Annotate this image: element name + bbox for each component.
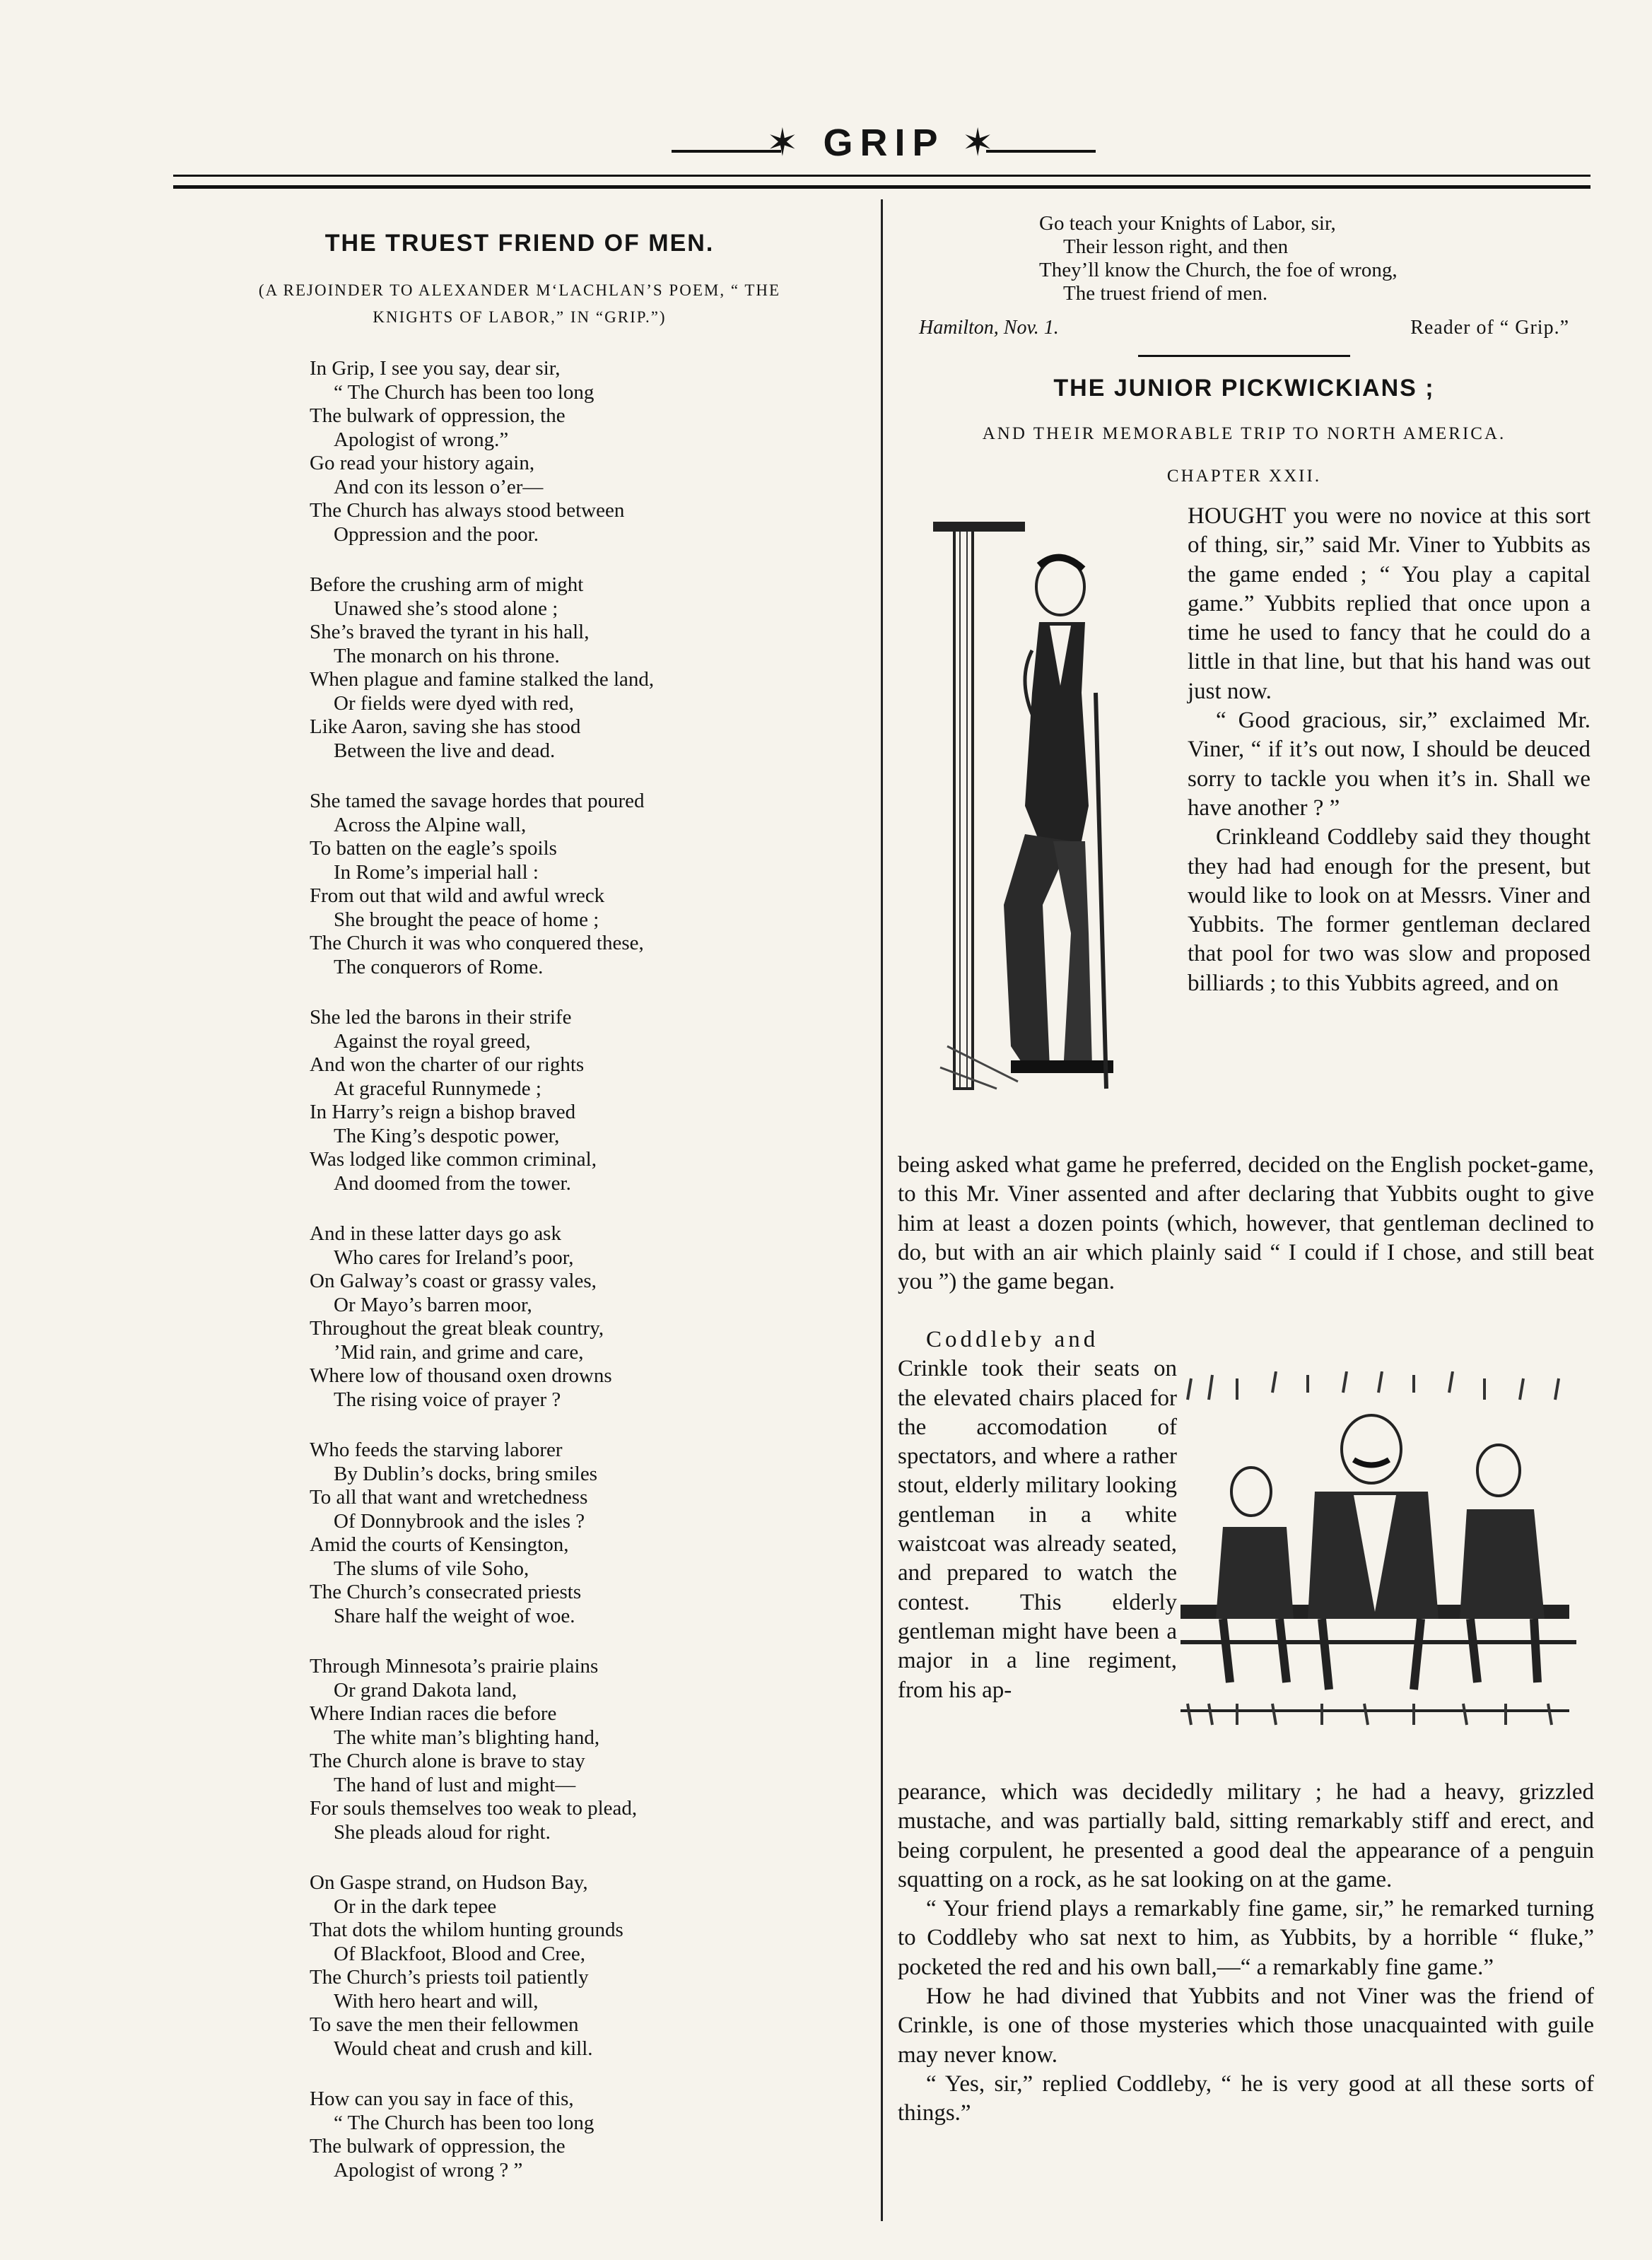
poem-line: On Galway’s coast or grassy vales,: [310, 1270, 597, 1292]
poem-line: The bulwark of oppression, the: [310, 404, 566, 427]
signature-place: Hamilton, Nov. 1.: [919, 317, 1059, 339]
poem-line: ’Mid rain, and grime and care,: [334, 1340, 584, 1364]
poem-line: The Church’s priests toil patiently: [310, 1966, 589, 1989]
poem-line: Of Donnybrook and the isles ?: [334, 1509, 585, 1533]
poem-stanza: [310, 1655, 847, 1844]
poem-line: Or fields were dyed with red,: [334, 691, 574, 715]
poem-stanza: [310, 357, 847, 546]
poem-line: The King’s despotic power,: [334, 1124, 560, 1147]
story-text-block-2: [898, 1151, 1594, 1296]
poem-title: THE TRUEST FRIEND OF MEN.: [324, 230, 715, 257]
poem-line: Share half the weight of woe.: [334, 1604, 575, 1627]
poem-line: On Gaspe strand, on Hudson Bay,: [310, 1871, 588, 1894]
poem-line: The bulwark of oppression, the: [310, 2135, 566, 2157]
illustration-man-with-cue: [919, 509, 1181, 1103]
poem-line: For souls themselves too weak to plead,: [310, 1797, 638, 1820]
masthead-title-text: GRIP: [823, 122, 944, 164]
poem-line: Throughout the great bleak country,: [310, 1317, 604, 1340]
poem-line: The monarch on his throne.: [334, 644, 560, 667]
rejoinder-line-1: (A REJOINDER TO ALEXANDER M‘LACHLAN’S POEM, “ THE: [258, 281, 781, 299]
poem-line: Who feeds the starving laborer: [310, 1439, 563, 1461]
poem-line: Like Aaron, saving she has stood: [310, 715, 581, 738]
poem-line: Or in the dark tepee: [334, 1895, 497, 1918]
poem-rejoinder: [191, 277, 848, 331]
poem-line: Oppression and the poor.: [334, 522, 539, 546]
poem-line: Apologist of wrong.”: [334, 428, 509, 451]
poem-line: The Church has always stood between: [310, 499, 625, 522]
poem-line: She brought the peace of home ;: [334, 908, 599, 931]
poem-line: Before the crushing arm of might: [310, 573, 584, 596]
poem-line: Amid the courts of Kensington,: [310, 1533, 569, 1556]
story-paragraph: Crinkle took their seats on the elevated chairs placed for the accomodation of spectators, and where a rather stout, elderly military looking gentleman in a white waistcoat was already seated, and prepared to watch the contest. This elderly gentleman might have been a major in a line regiment, from his ap-: [898, 1356, 1177, 1703]
story-text-block-1: [1188, 502, 1591, 998]
poem-line: Their lesson right, and then: [1063, 235, 1289, 258]
poem-body: [310, 357, 847, 2209]
poem-line: Or grand Dakota land,: [334, 1678, 517, 1702]
poem-line: And con its lesson o’er—: [334, 475, 544, 498]
illustration-three-spectators: [1181, 1371, 1576, 1739]
poem-line: And doomed from the tower.: [334, 1171, 571, 1195]
poem-line: And won the charter of our rights: [310, 1053, 585, 1076]
story-subtitle: AND THEIR MEMORABLE TRIP TO NORTH AMERICA.: [982, 424, 1506, 443]
story-text-block-3: [898, 1325, 1177, 1705]
poem-line: At graceful Runnymede ;: [334, 1077, 541, 1100]
poem-line: Across the Alpine wall,: [334, 813, 527, 836]
poem-stanza: [310, 1439, 847, 1628]
section-rule: [1138, 355, 1350, 357]
poem-signature: [919, 317, 1569, 339]
poem-line: They’ll know the Church, the foe of wrong,: [1039, 259, 1398, 281]
poem-line: When plague and famine stalked the land,: [310, 668, 655, 691]
poem-line: Where Indian races die before: [310, 1702, 557, 1725]
poem-stanza: [310, 573, 847, 763]
poem-line: Against the royal greed,: [334, 1029, 531, 1053]
poem-line: She pleads aloud for right.: [334, 1820, 551, 1844]
poem-line: The Church alone is brave to stay: [310, 1750, 585, 1772]
poem-line: With hero heart and will,: [334, 1989, 539, 2013]
poem-line: The Church’s consecrated priests: [310, 1581, 582, 1603]
poem-line: Apologist of wrong ? ”: [334, 2158, 523, 2182]
story-text-block-4: [898, 1778, 1594, 2129]
poem-line: Go read your history again,: [310, 452, 535, 474]
story-paragraph-lead: Coddleby and: [926, 1327, 1099, 1352]
poem-line: The truest friend of men.: [1063, 282, 1268, 305]
poem-line: That dots the whilom hunting grounds: [310, 1919, 623, 1941]
poem-ending: [919, 212, 1576, 339]
poem-stanza: [310, 2088, 847, 2182]
poem-line: Would cheat and crush and kill.: [334, 2037, 593, 2060]
story-paragraph: pearance, which was decidedly military ; he had a heavy, grizzled mustache, and was partially bald, sitting remarkably stiff and erect, and being corpulent, he presented a good deal the appearance of a penguin squatting on a rock, as he sat looking on at the game.: [898, 1779, 1594, 1892]
story-paragraph: being asked what game he preferred, decided on the English pocket-game, to this Mr. Viner assented and after declaring that Yubbits ought to give him at least a dozen points (which, however, that gentleman declined to do, but with an air which plainly said “ I could if I chose, and still beat you ”) the game began.: [898, 1152, 1594, 1295]
header-rule-thick: [173, 185, 1591, 189]
poem-line: Of Blackfoot, Blood and Cree,: [334, 1942, 585, 1965]
story-paragraph: “ Yes, sir,” replied Coddleby, “ he is very good at all these sorts of things.”: [898, 2071, 1594, 2126]
rejoinder-line-2: KNIGHTS OF LABOR,” IN “GRIP.”): [373, 308, 667, 326]
poem-line: Where low of thousand oxen drowns: [310, 1364, 612, 1387]
poem-line: The white man’s blighting hand,: [334, 1726, 600, 1749]
poem-line: The rising voice of prayer ?: [334, 1388, 561, 1411]
poem-line: From out that wild and awful wreck: [310, 884, 605, 907]
poem-line: Who cares for Ireland’s poor,: [334, 1246, 574, 1269]
story-paragraph: “ Your friend plays a remarkably fine game, sir,” he remarked turning to Coddleby who sat next to him, as Yubbits, by a horrible “ fluke,” pocketed the red and his own ball,—“ a remarkably fine game.”: [898, 1896, 1594, 1980]
chapter-heading: CHAPTER XXII.: [1166, 467, 1322, 486]
masthead-title: [657, 120, 1110, 165]
poem-line: The hand of lust and might—: [334, 1773, 576, 1796]
column-divider: [881, 199, 883, 2221]
poem-line: Through Minnesota’s prairie plains: [310, 1655, 599, 1678]
poem-line: By Dublin’s docks, bring smiles: [334, 1462, 597, 1485]
poem-line: Unawed she’s stood alone ;: [334, 597, 558, 620]
masthead: [657, 120, 1110, 177]
poem-line: Between the live and dead.: [334, 739, 556, 762]
poem-line: Or Mayo’s barren moor,: [334, 1293, 532, 1316]
header-rule-thin: [173, 175, 1591, 177]
poem-stanza: [310, 1006, 847, 1195]
poem-line: “ The Church has been too long: [334, 2111, 594, 2134]
story-paragraph: HOUGHT you were no novice at this sort of thing, sir,” said Mr. Viner to Yubbits as the game ended ; “ You play a capital game.” Yubbits replied that once upon a time he used to fancy that he could do a little in that line, but that his hand was out just now.: [1188, 503, 1591, 704]
poem-line: Go teach your Knights of Labor, sir,: [1039, 212, 1336, 235]
poem-line: She tamed the savage hordes that poured: [310, 790, 645, 812]
poem-line: The Church it was who conquered these,: [310, 932, 644, 954]
poem-line: The conquerors of Rome.: [334, 955, 544, 978]
poem-stanza: [310, 1871, 847, 2061]
poem-line: Was lodged like common criminal,: [310, 1148, 597, 1171]
story-paragraph: How he had divined that Yubbits and not Viner was the friend of Crinkle, is one of those mysteries which those unacquainted with guile may never know.: [898, 1984, 1594, 2068]
poem-line: To batten on the eagle’s spoils: [310, 837, 557, 860]
star-left-icon: ✶: [766, 122, 806, 164]
poem-line: She led the barons in their strife: [310, 1006, 572, 1029]
poem-line: In Harry’s reign a bishop braved: [310, 1101, 576, 1123]
poem-line: To save the men their fellowmen: [310, 2013, 579, 2036]
star-right-icon: ✶: [961, 122, 1001, 164]
story-title: THE JUNIOR PICKWICKIANS ;: [1053, 375, 1435, 402]
poem-line: And in these latter days go ask: [310, 1222, 561, 1245]
story-paragraph: “ Good gracious, sir,” exclaimed Mr. Viner, “ if it’s out now, I should be deuced sorry to tackle you when it’s in. Shall we have another ? ”: [1188, 708, 1591, 821]
poem-line: In Rome’s imperial hall :: [334, 860, 539, 884]
poem-line: To all that want and wretchedness: [310, 1486, 588, 1509]
poem-line: How can you say in face of this,: [310, 2088, 574, 2110]
poem-ending-lines: [919, 212, 1576, 305]
signature-reader: Reader of “ Grip.”: [1410, 317, 1569, 339]
poem-line: She’s braved the tyrant in his hall,: [310, 621, 590, 643]
left-column: [191, 230, 848, 345]
poem-stanza: [310, 1222, 847, 1412]
poem-line: In Grip, I see you say, dear sir,: [310, 357, 561, 380]
poem-line: The slums of vile Soho,: [334, 1557, 529, 1580]
poem-stanza: [310, 790, 847, 979]
poem-line: “ The Church has been too long: [334, 380, 594, 404]
story-paragraph: Crinkleand Coddleby said they thought they had had enough for the present, but would like to look on at Messrs. Viner and Yubbits. The former gentleman declared that pool for two was slow and proposed billiards ; to this Yubbits agreed, and on: [1188, 824, 1591, 996]
